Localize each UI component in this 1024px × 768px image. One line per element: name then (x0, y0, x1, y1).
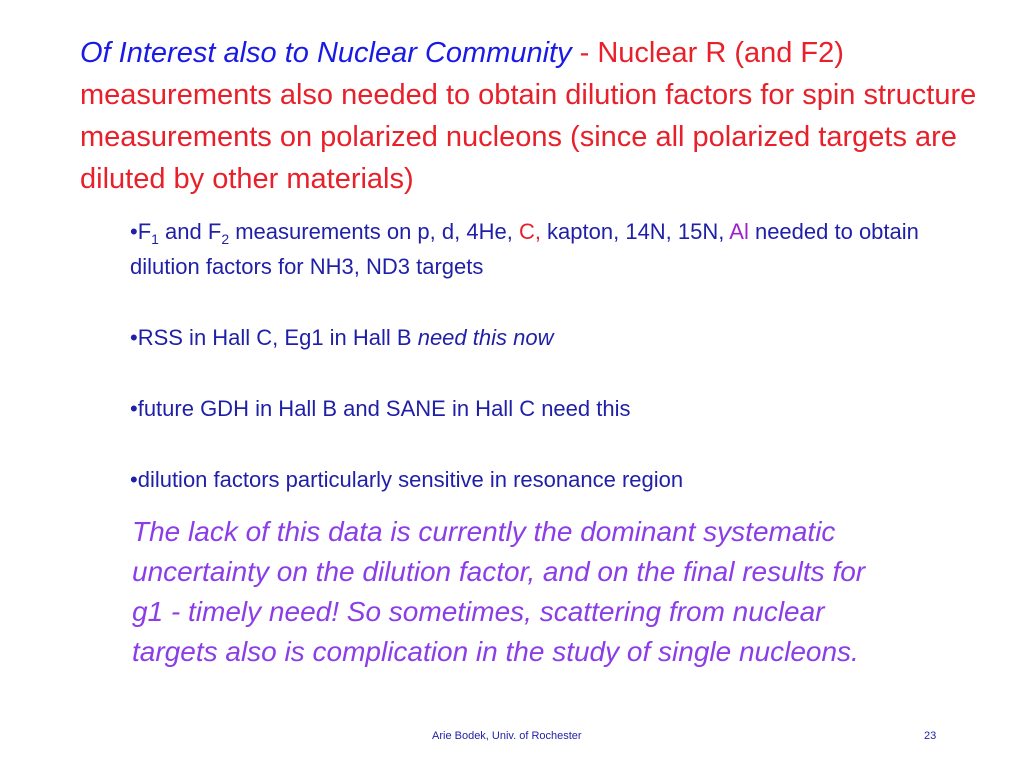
subscript: 2 (221, 231, 230, 247)
bullet-measurements (130, 214, 990, 284)
bullet-text: •dilution factors particularly sensitive in resonance region (130, 467, 684, 492)
bullet-text: needed to obtain dilution factors for NH3, ND3 targets (130, 219, 919, 279)
footer-author: Arie Bodek, Univ. of Rochester (432, 730, 582, 742)
subscript: 1 (151, 231, 159, 247)
bullet-text: •future GDH in Hall B and SANE in Hall C need this (130, 396, 631, 421)
bullet-text: and F (158, 219, 222, 244)
highlight-carbon: C, (518, 219, 541, 244)
bullet-rss (130, 320, 990, 355)
bullet-list (130, 214, 990, 533)
slide-heading (80, 32, 980, 200)
bullet-text: •RSS in Hall C, Eg1 in Hall B (130, 325, 418, 350)
bullet-dilution (130, 462, 990, 497)
closing-paragraph: The lack of this data is currently the dominant systematic uncertainty on the dilution factor, and on the final results for g1 - timely need! So sometimes, scattering from nuclear targets also is complication in the study of single nucleons. (132, 516, 866, 667)
bullet-text: kapton, 14N, 15N, (540, 219, 730, 244)
page-number: 23 (924, 730, 937, 742)
bullet-text: •F (130, 219, 152, 244)
bullet-emphasis: need this now (417, 325, 554, 350)
heading-italic: Of Interest also to Nuclear Community (80, 37, 572, 69)
highlight-aluminum: Al (729, 219, 749, 244)
bullet-text: measurements on p, d, 4He, (229, 219, 519, 244)
heading-text: - Nuclear R (and F2) measurements also needed to obtain dilution factors for spin structure measurements on polarized nucleons (since all polarized targets are diluted by other materials) (80, 37, 977, 195)
bullet-gdh (130, 391, 990, 426)
